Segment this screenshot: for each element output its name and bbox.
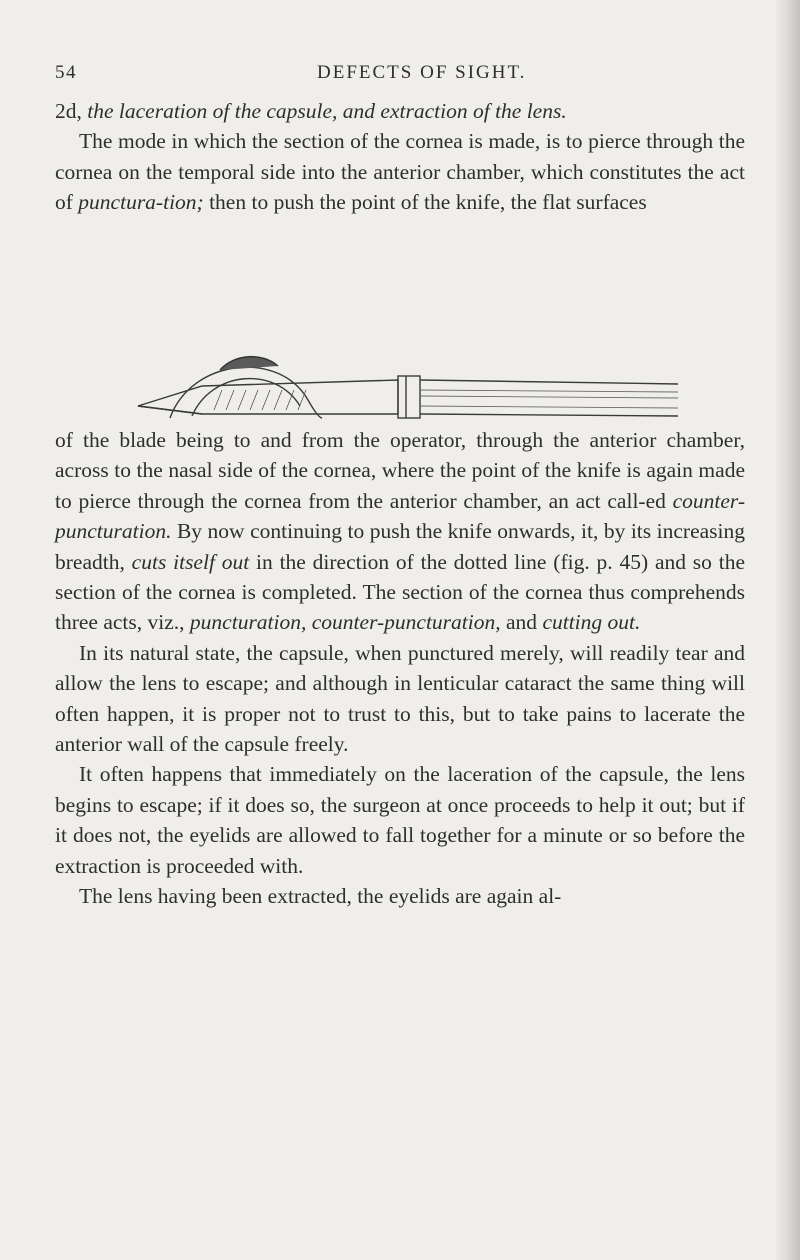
paragraph-4: It often happens that immediately on the laceration of the capsule, the lens begins to escape; if it does so, the surgeon at once proceeds to help it out; but if it does not, the eyelids are allowed to fall together for a minute or so before the extraction is proceeded with. <box>55 762 745 878</box>
text-block-bottom <box>55 425 745 912</box>
page-edge-shadow <box>774 0 800 1260</box>
knife-collar <box>398 376 420 418</box>
p1-text-a: The mode in which the section of the cornea is made, is to pierce through the cornea on the temporal side into the anterior chamber, which constitutes the act of <box>55 129 745 215</box>
iris-arc <box>220 357 278 370</box>
p2-text-c: in the direction of the dotted line (fig. p. 45) and so the section of the cornea is completed. The section of the cornea thus comprehends three acts, viz., <box>55 549 745 635</box>
text-block-top <box>55 96 745 218</box>
paragraph-1 <box>55 126 745 217</box>
knife-blade <box>138 380 398 414</box>
p2-italic-4: counter-puncturation, <box>311 610 501 635</box>
running-header <box>55 62 735 90</box>
page-number: 54 <box>55 62 77 83</box>
p2-text-a: of the blade being to and from the operator, through the anterior chamber, across to the nasal side of the cornea, where the point of the knife is again made to pierce through the cornea from the anterior chamber, an act call-ed <box>55 428 745 513</box>
p2-italic-2: cuts itself out <box>131 549 250 574</box>
knife-blade-edge <box>138 406 202 414</box>
knife-handle-lines <box>420 390 678 408</box>
p2-italic-1: counter-puncturation. <box>55 488 745 544</box>
p1-text-b: then to push the point of the knife, the flat surfaces <box>203 190 647 215</box>
cornea-dome <box>170 367 322 418</box>
p2-text-b: By now continuing to push the knife onwards, it, by its increasing breadth, <box>55 519 745 574</box>
paragraph-3: In its natural state, the capsule, when punctured merely, will readily tear and allow the lens to escape; and although in lenticular cataract the same thing will often happen, it is proper not to trust to this, but to take pains to lacerate the anterior wall of the capsule freely. <box>55 640 745 757</box>
heading-italic: the laceration of the capsule, and extraction of the lens. <box>87 99 567 123</box>
p2-italic-3: puncturation, <box>189 610 307 635</box>
paragraph-2 <box>55 425 745 638</box>
running-title: DEFECTS OF SIGHT. <box>317 62 527 83</box>
p2-italic-5: cutting out. <box>542 610 641 635</box>
knife-blade-hatching <box>214 390 306 410</box>
section-heading <box>55 96 745 126</box>
p1-italic: punctura-tion; <box>78 190 204 215</box>
cataract-knife-illustration <box>130 310 690 420</box>
heading-prefix: 2d, <box>55 99 88 123</box>
p2-text-d: and <box>500 610 543 635</box>
paragraph-5: The lens having been extracted, the eyelids are again al- <box>79 884 562 909</box>
